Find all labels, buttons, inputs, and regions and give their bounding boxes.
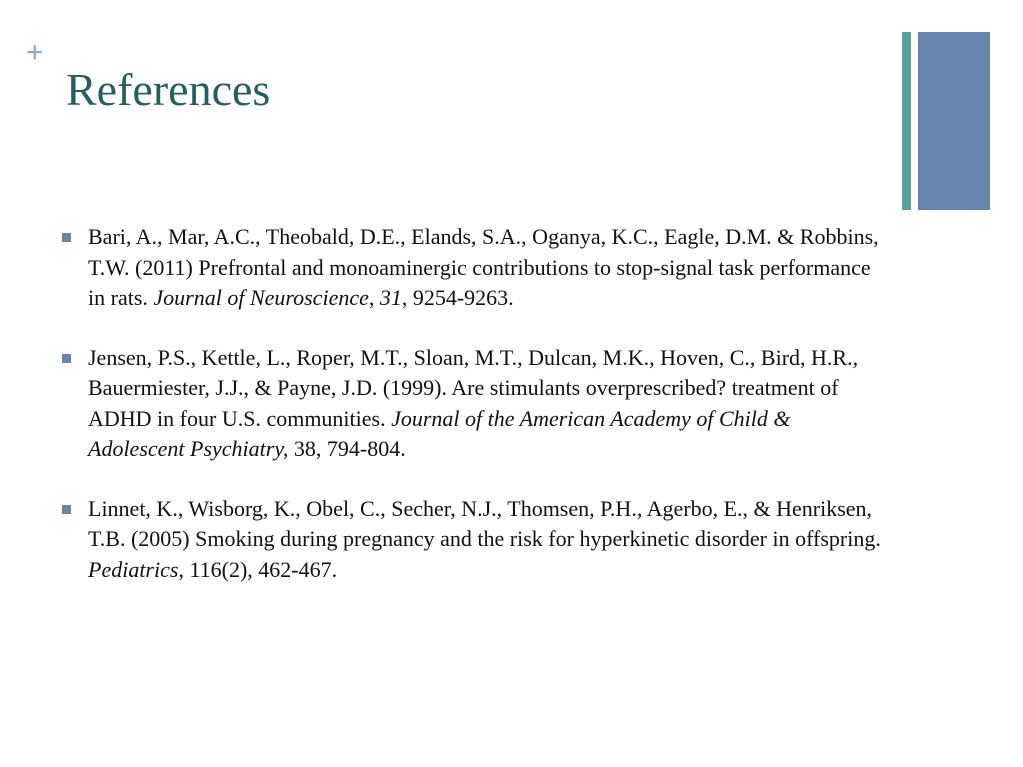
reference-journal: Pediatrics (88, 556, 179, 582)
reference-item-bari (62, 222, 882, 314)
reference-journal: Journal of Neuroscience (153, 285, 369, 310)
reference-list (62, 222, 882, 614)
reference-authors-title: Jensen, P.S., Kettle, L., Roper, M.T., Sloan, M.T., Dulcan, M.K., Hoven, C., Bird, H.R., Bauermiester, J.J., & Payne, J.D. (1999). Are stimulants overprescribed? treatment of ADHD in four U.S. communities. (88, 344, 859, 431)
reference-pages: , 9254-9263. (401, 285, 514, 310)
square-bullet-icon (62, 505, 71, 514)
reference-authors-title: Bari, A., Mar, A.C., Theobald, D.E., Elands, S.A., Oganya, K.C., Eagle, D.M. & Robbins, T.W. (2011) Prefrontal and monoaminergic contributions to stop-signal task performance in rats. (88, 224, 879, 310)
plus-icon: + (26, 36, 44, 69)
reference-text (88, 224, 879, 310)
reference-text (88, 496, 881, 582)
reference-pages: 38, 794-804. (288, 436, 406, 461)
reference-text (88, 345, 858, 462)
slide-title: References (66, 64, 271, 115)
reference-pages: , 116(2), 462-467. (178, 556, 338, 582)
square-bullet-icon (62, 233, 71, 242)
reference-item-jensen (62, 343, 882, 465)
square-bullet-icon (62, 354, 71, 363)
reference-authors-title: Linnet, K., Wisborg, K., Obel, C., Secher, N.J., Thomsen, P.H., Agerbo, E., & Henriksen, T.B. (2005) Smoking during pregnancy and the risk for hyperkinetic disorder in offspring. (88, 495, 881, 551)
reference-item-linnet (62, 494, 882, 586)
reference-journal: Journal of the American Academy of Child & Adolescent Psychiatry, (88, 405, 791, 461)
reference-separator: , (368, 285, 380, 310)
reference-volume: 31 (379, 285, 402, 310)
decorative-blue-bar (918, 32, 990, 210)
decorative-teal-bar (902, 32, 911, 210)
